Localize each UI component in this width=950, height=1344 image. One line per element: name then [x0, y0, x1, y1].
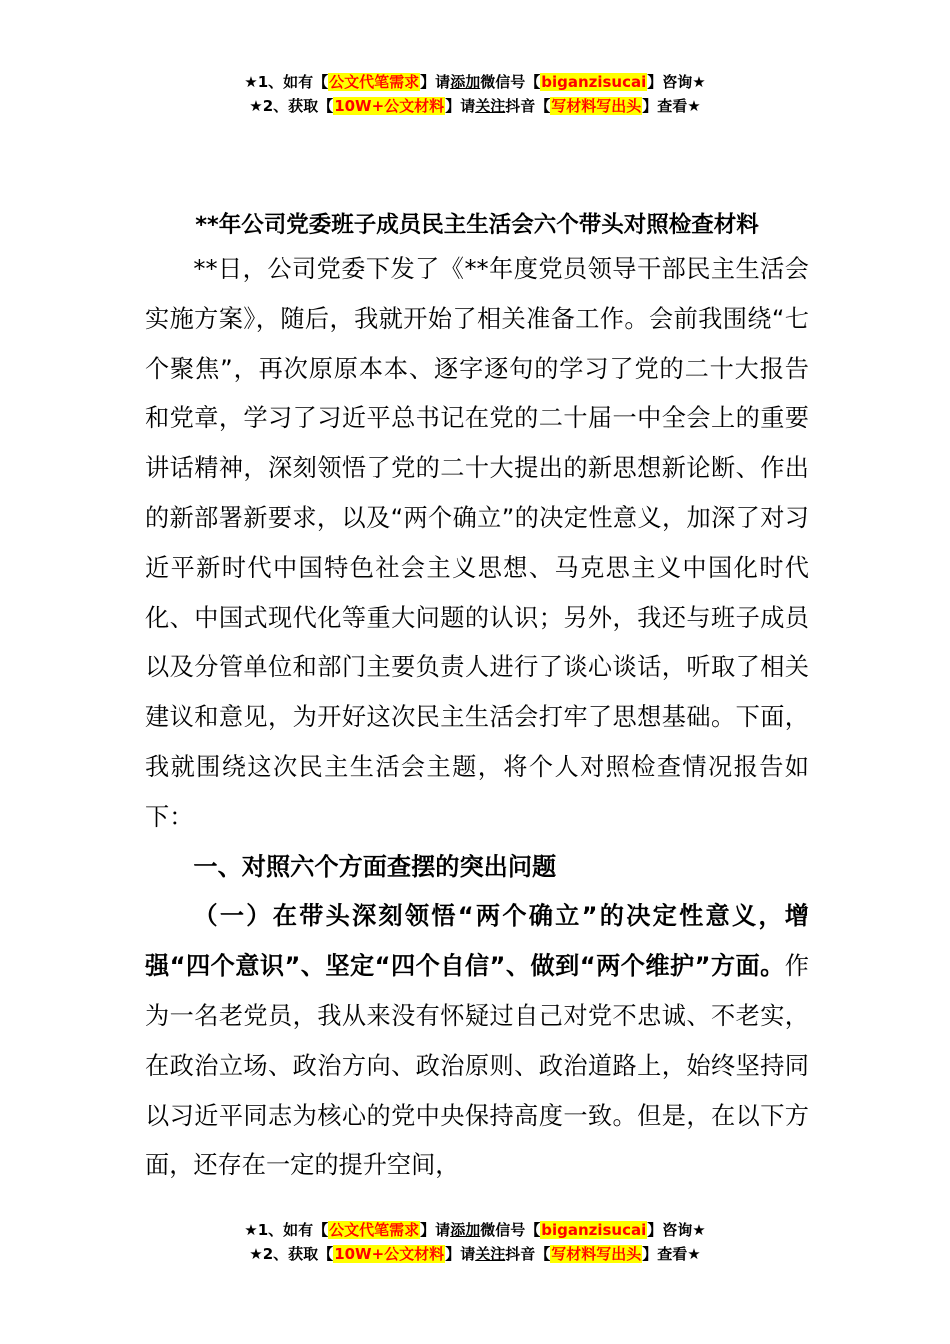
promo-text: ★1、如有【: [244, 1221, 329, 1239]
promo-line-2: [0, 94, 950, 118]
promo-line-1: [0, 70, 950, 94]
intro-paragraph: **日，公司党委下发了《**年度党员领导干部民主生活会实施方案》，随后，我就开始了相关准备工作。会前我围绕“七个聚焦”，再次原原本本、逐字逐句的学习了党的二十大报告和党章，学习了习近平总书记在党的二十届一中全会上的重要讲话精神，深刻领悟了党的二十大提出的新思想新论断、作出的新部署新要求，以及“两个确立”的决定性意义，加深了对习近平新时代中国特色社会主义思想、马克思主义中国化时代化、中国式现代化等重大问题的认识；另外，我还与班子成员以及分管单位和部门主要负责人进行了谈心谈话，听取了相关建议和意见，为开好这次民主生活会打牢了思想基础。下面，我就围绕这次民主生活会主题，将个人对照检查情况报告如下：: [145, 255, 809, 831]
promo-text: 】请: [420, 73, 451, 91]
promo-line-1: [0, 1218, 950, 1242]
promo-highlight: 公文代笔需求: [329, 73, 420, 91]
promo-highlight: 10W+公文材料: [334, 97, 445, 115]
promo-text: 】查看★: [642, 1245, 701, 1263]
section-heading: 一、对照六个方面查摆的突出问题: [193, 852, 557, 881]
item-paragraph: [145, 892, 809, 1191]
item-heading: （一）在带头深刻领悟“两个确立”的决定性意义，增强“四个意识”、坚定“四个自信”、做到“两个维护”方面。: [145, 902, 809, 981]
promo-underline: 关注: [475, 97, 506, 115]
promo-text: 】咨询★: [647, 1221, 706, 1239]
promo-underline: 添加: [450, 1221, 481, 1239]
promo-text: ★2、获取【: [249, 97, 334, 115]
promo-text: 】咨询★: [647, 73, 706, 91]
footer-promo-banner: [0, 1218, 950, 1266]
promo-text: ★1、如有【: [244, 73, 329, 91]
document-title: **年公司党委班子成员民主生活会六个带头对照检查材料: [195, 212, 759, 238]
promo-highlight: 写材料写出头: [551, 97, 642, 115]
promo-highlight: biganzisucai: [541, 1221, 647, 1239]
promo-text: 】请: [420, 1221, 451, 1239]
promo-text: 】请: [445, 97, 476, 115]
promo-underline: 添加: [450, 73, 481, 91]
document-body: [145, 205, 809, 1191]
promo-text: 】查看★: [642, 97, 701, 115]
promo-highlight: 公文代笔需求: [329, 1221, 420, 1239]
promo-text: 微信号【: [480, 73, 541, 91]
promo-highlight: 10W+公文材料: [334, 1245, 445, 1263]
header-promo-banner: [0, 70, 950, 118]
promo-underline: 关注: [475, 1245, 506, 1263]
promo-highlight: biganzisucai: [541, 73, 647, 91]
item-body: 作为一名老党员，我从来没有怀疑过自己对党不忠诚、不老实，在政治立场、政治方向、政治原则、政治道路上，始终坚持同以习近平同志为核心的党中央保持高度一致。但是，在以下方面，还存在一定的提升空间，: [145, 952, 809, 1180]
promo-text: 抖音【: [505, 97, 551, 115]
promo-text: 抖音【: [505, 1245, 551, 1263]
promo-text: ★2、获取【: [249, 1245, 334, 1263]
promo-text: 微信号【: [480, 1221, 541, 1239]
promo-highlight: 写材料写出头: [551, 1245, 642, 1263]
promo-line-2: [0, 1242, 950, 1266]
promo-text: 】请: [445, 1245, 476, 1263]
